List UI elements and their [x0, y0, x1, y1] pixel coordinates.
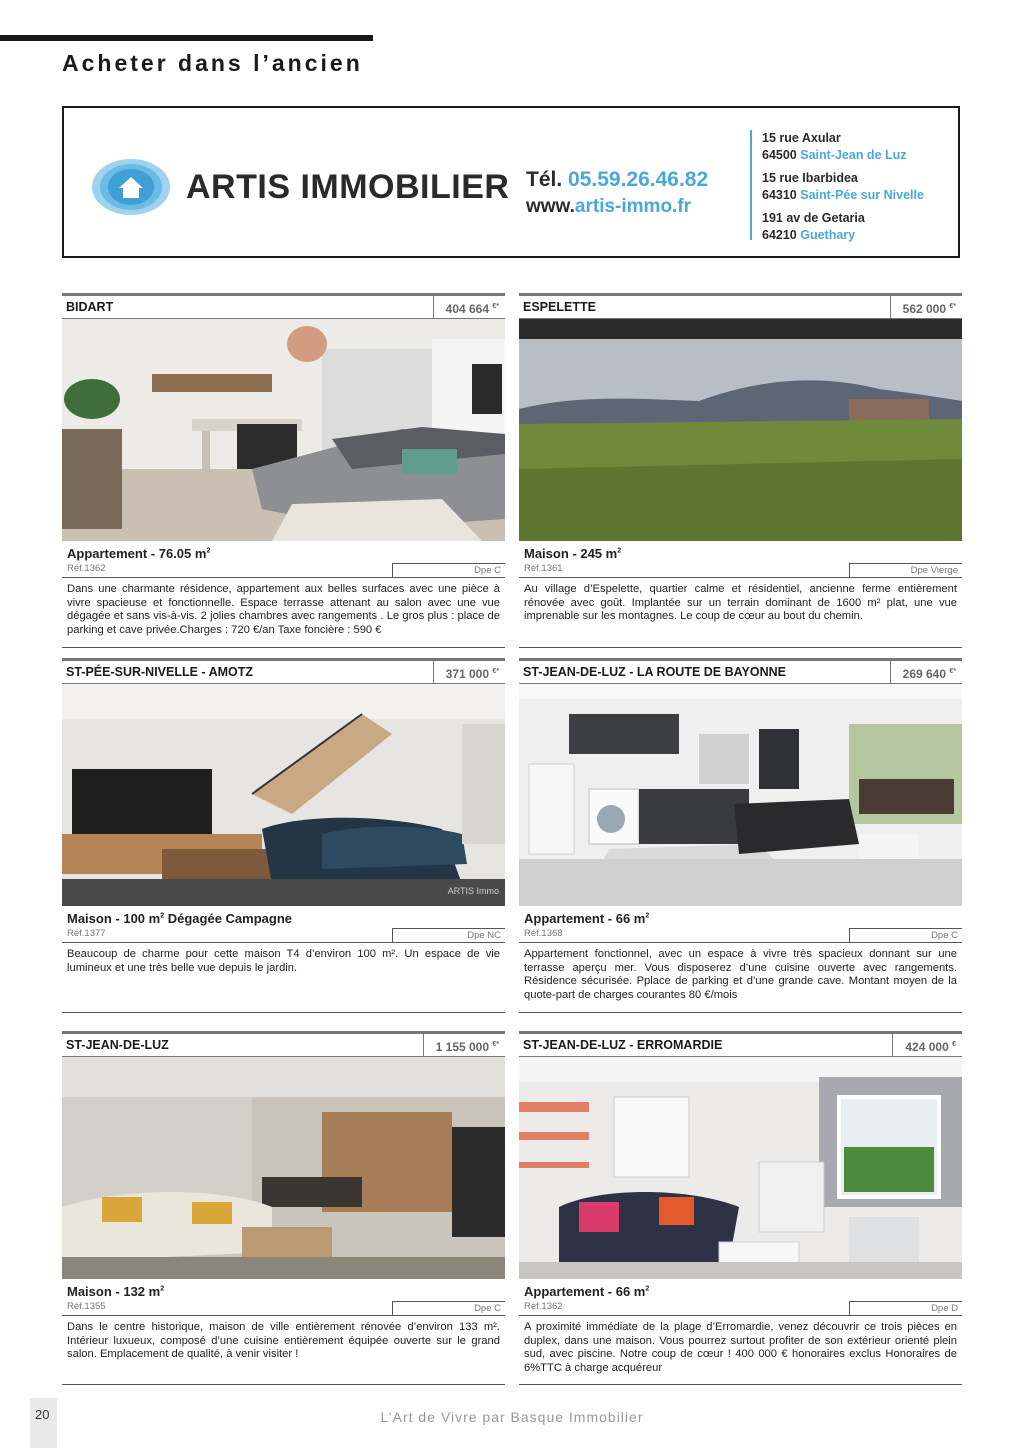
listing-card[interactable]	[519, 1031, 962, 1376]
listing-photo[interactable]	[519, 684, 962, 906]
listing-ref: Réf.1355	[67, 1301, 106, 1312]
listing-dpe: Dpe Vierge	[910, 565, 958, 576]
listing-price: 371 000 €*	[433, 661, 505, 683]
divider	[519, 647, 962, 648]
listing-photo[interactable]	[62, 319, 505, 541]
address-postcode: 64210	[762, 228, 797, 242]
listing-card[interactable]	[62, 293, 505, 638]
address-city: Guethary	[800, 228, 856, 242]
listing-description: Dans le centre historique, maison de ville entièrement rénovée d’environ 133 m². Intérieur luxueux, composé d’une cuisine entièrement équipée ouverte sur le grand salon. Emplacement de qualité, à venir visiter !	[67, 1321, 500, 1361]
listing-price: 424 000 €	[892, 1034, 962, 1056]
divider	[519, 1384, 962, 1385]
footer-text: L’Art de Vivre par Basque Immobilier	[380, 1409, 644, 1425]
agency-website[interactable]	[526, 196, 691, 218]
listing-type: Appartement - 76.05 $m^2$	[67, 546, 211, 561]
listing-description: A proximité immédiate de la plage d’Erromardie, venez découvrir ce trois pièces en duplex, dans une maison. Vous pourrez surtout profiter de son extérieur orienté plein sud, avec piscine. Notre coup de cœur ! 400 000 € honoraires exclus Honoraires de 6%TTC à charge acquéreur	[524, 1321, 957, 1375]
listing-location: ST-JEAN-DE-LUZ	[66, 1038, 169, 1052]
web-domain[interactable]: artis-immo.fr	[574, 196, 692, 217]
listing-dpe: Dpe C	[474, 1303, 501, 1314]
listing-ref: Réf.1362	[67, 563, 106, 574]
web-prefix: www.	[526, 196, 575, 217]
ref-row	[519, 1301, 962, 1316]
listing-type: Maison - 132 $m^2$	[67, 1284, 165, 1299]
listing-description: Au village d’Espelette, quartier calme et résidentiel, ancienne ferme entièrement rénovée avec goût. Implantée sur un terrain dominant de 1600 m² plat, une vue imprenable sur les montagnes. Le coup de cœur au bout du chemin.	[524, 583, 957, 623]
address-street: 15 rue Axular	[762, 131, 841, 145]
listing-photo[interactable]	[519, 1057, 962, 1279]
address-street: 191 av de Getaria	[762, 211, 865, 225]
listing-price: 562 000 €*	[890, 296, 962, 318]
listing-location: ESPELETTE	[523, 300, 596, 314]
address-item	[762, 170, 924, 204]
divider	[519, 1012, 962, 1013]
listing-location: ST-JEAN-DE-LUZ - LA ROUTE DE BAYONNE	[523, 665, 786, 679]
listing-header	[62, 1031, 505, 1057]
listing-photo[interactable]	[62, 684, 505, 906]
listing-type: Maison - 245 $m^2$	[524, 546, 622, 561]
ref-row	[62, 1301, 505, 1316]
listing-card[interactable]	[519, 293, 962, 624]
divider	[62, 1012, 505, 1013]
listing-header	[519, 293, 962, 319]
ref-row	[62, 928, 505, 943]
divider	[62, 647, 505, 648]
phone-prefix: Tél.	[526, 168, 563, 191]
address-postcode: 64310	[762, 188, 797, 202]
listing-type: Appartement - 66 $m^2$	[524, 1284, 650, 1299]
listing-photo[interactable]	[519, 319, 962, 541]
listing-ref: Réf.1368	[524, 928, 563, 939]
agency-banner	[62, 106, 960, 258]
listing-dpe: Dpe C	[931, 930, 958, 941]
address-city: Saint-Jean de Luz	[800, 148, 907, 162]
listing-photo[interactable]	[62, 1057, 505, 1279]
house-logo-icon	[92, 158, 170, 216]
listing-price: 1 155 000 €*	[423, 1034, 505, 1056]
listing-header	[62, 293, 505, 319]
phone-number[interactable]: 05.59.26.46.82	[568, 168, 709, 191]
listing-dpe: Dpe NC	[467, 930, 501, 941]
listing-price: 269 640 €*	[890, 661, 962, 683]
listing-ref: Réf.1361	[524, 563, 563, 574]
photo-watermark: ARTIS Immo	[447, 886, 499, 896]
listing-location: ST-PÉE-SUR-NIVELLE - AMOTZ	[66, 665, 254, 679]
listing-location: BIDART	[66, 300, 114, 314]
address-item	[762, 130, 924, 164]
listing-ref: Réf.1377	[67, 928, 106, 939]
listing-type: Appartement - 66 $m^2$	[524, 911, 650, 926]
ref-row	[62, 563, 505, 578]
listing-card[interactable]	[62, 1031, 505, 1362]
listing-price: 404 664 €*	[433, 296, 505, 318]
listing-dpe: Dpe D	[931, 1303, 958, 1314]
listing-header	[519, 658, 962, 684]
listing-card[interactable]	[62, 658, 505, 975]
address-item	[762, 210, 924, 244]
listing-type: Maison - 100 $m^2$ Dégagée Campagne	[67, 911, 292, 926]
address-street: 15 rue Ibarbidea	[762, 171, 858, 185]
agency-phone[interactable]	[526, 168, 708, 192]
ref-row	[519, 563, 962, 578]
listing-description: Dans une charmante résidence, appartement aux belles surfaces avec une pièce à vivre spacieuse et fonctionnelle. Espace terrasse attenant au salon avec une vue dégagée et sans vis-à-vis. 2 jolies chambres avec rangements . Le gros plus : place de parking et cave privée.Charges : 720 €/an Taxe foncière : 590 €	[67, 583, 500, 637]
listing-ref: Réf.1362	[524, 1301, 563, 1312]
listing-description: Beaucoup de charme pour cette maison T4 d’environ 100 m². Un espace de vie lumineux et une très belle vue depuis le jardin.	[67, 948, 500, 974]
page-title: Acheter dans l’ancien	[62, 50, 363, 76]
listing-card[interactable]	[519, 658, 962, 1003]
listing-description: Appartement fonctionnel, avec un espace à vivre très spacieux donnant sur une terrasse aperçu mer. Vous disposerez d’une cuisine ouverte avec rangements. Résidence sécurisée. Pplace de parking et d’une grande cave. Montant moyen de la quote-part de charges courantes 80 €/mois	[524, 948, 957, 1002]
top-rule	[0, 35, 373, 41]
address-city: Saint-Pée sur Nivelle	[800, 188, 924, 202]
listing-header	[519, 1031, 962, 1057]
page-number: 20	[35, 1407, 50, 1422]
divider	[62, 1384, 505, 1385]
listing-header	[62, 658, 505, 684]
listing-dpe: Dpe C	[474, 565, 501, 576]
ref-row	[519, 928, 962, 943]
agency-addresses	[750, 130, 924, 240]
address-postcode: 64500	[762, 148, 797, 162]
listing-location: ST-JEAN-DE-LUZ - ERROMARDIE	[523, 1038, 723, 1052]
agency-name: ARTIS IMMOBILIER	[186, 168, 510, 206]
